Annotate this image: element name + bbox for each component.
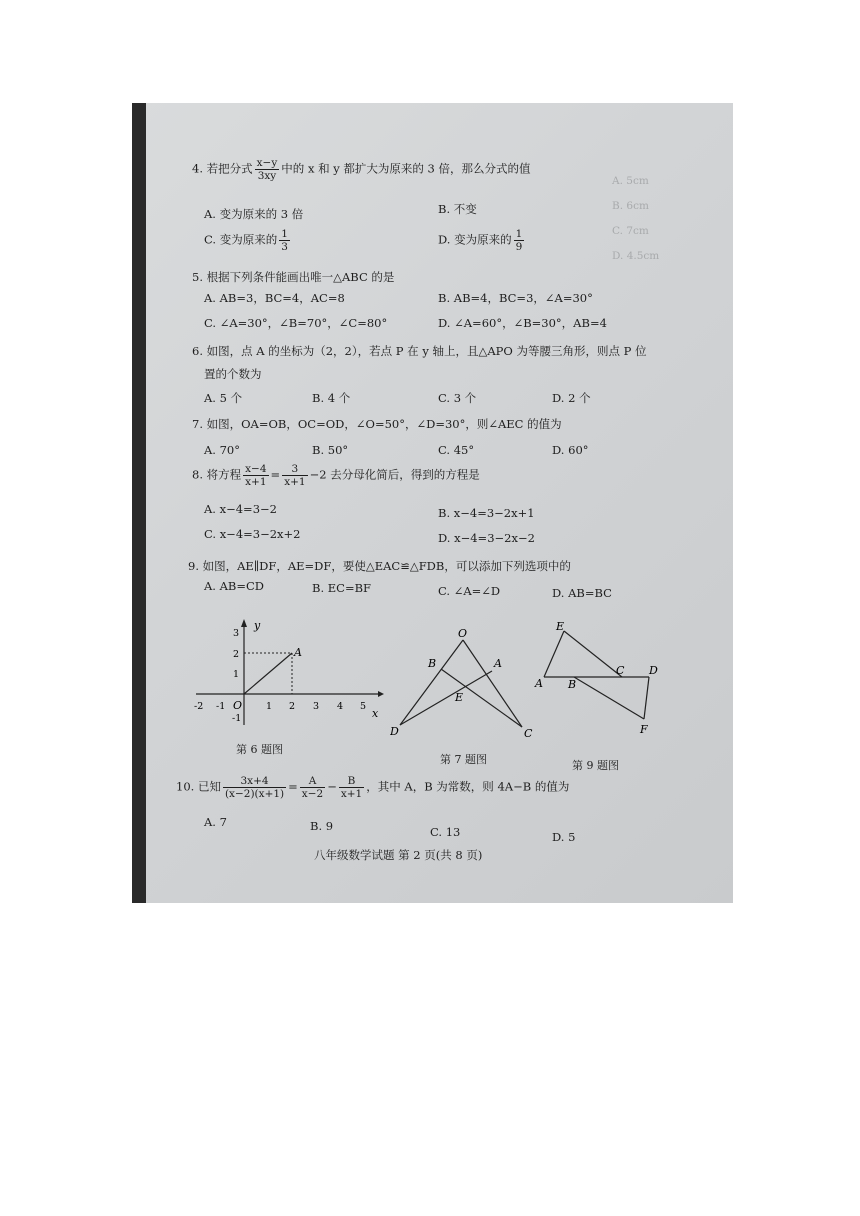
q8-prefix: 8. 将方程 — [192, 467, 242, 482]
figure-6-caption: 第 6 题图 — [236, 743, 283, 756]
q5-option-a: A. AB=3，BC=4，AC=8 — [204, 291, 345, 305]
label-d: D — [649, 664, 658, 677]
q10-f1-num: 3x+4 — [223, 775, 286, 788]
q7-option-b: B. 50° — [312, 443, 349, 457]
q6-option-d: D. 2 个 — [552, 391, 591, 405]
x-tick: -2 — [194, 701, 204, 712]
question-6-line-2: 置的个数为 — [204, 367, 262, 381]
question-6-line-1: 6. 如图，点 A 的坐标为（2，2），若点 P 在 y 轴上，且△APO 为等腰三角形，则点 P 位 — [192, 344, 647, 358]
question-10 — [176, 775, 569, 800]
x-tick: -1 — [216, 701, 226, 712]
q4-d-den: 9 — [515, 241, 523, 253]
q10-option-d: D. 5 — [552, 830, 576, 844]
q4-c-fraction — [279, 228, 290, 253]
bleed-text-2: B. 6cm — [612, 200, 649, 212]
label-b: B — [568, 678, 577, 691]
q4-frac-num: x−y — [256, 157, 278, 169]
q8-option-a: A. x−4=3−2 — [204, 502, 277, 516]
question-7: 7. 如图，OA=OB，OC=OD，∠O=50°，∠D=30°，则∠AEC 的值为 — [192, 417, 562, 431]
x-axis-label: x — [372, 707, 379, 720]
q7-option-a: A. 70° — [204, 443, 240, 457]
q4-prefix: 4. 若把分式 — [192, 161, 253, 176]
q10-equals: = — [288, 779, 298, 794]
q10-suffix: ，其中 A，B 为常数，则 4A−B 的值为 — [366, 779, 570, 794]
x-tick: 2 — [289, 701, 296, 712]
q9-option-b: B. EC=BF — [312, 581, 372, 595]
figure-6-coordinate-plane — [188, 613, 388, 733]
point-a-label: A — [294, 646, 302, 659]
q8-fraction-1 — [243, 463, 268, 488]
label-d: D — [390, 725, 399, 738]
q4-option-b: B. 不变 — [438, 202, 477, 216]
bleed-text-4: D. 4.5cm — [612, 250, 660, 262]
q8-option-d: D. x−4=3−2x−2 — [438, 531, 535, 545]
q10-f3-den: x+1 — [340, 788, 363, 800]
segment-bf — [574, 677, 644, 719]
q5-option-b: B. AB=4，BC=3，∠A=30° — [438, 291, 593, 305]
figure-9-triangles — [532, 619, 667, 739]
q10-minus: − — [327, 779, 337, 794]
y-tick: 3 — [233, 628, 240, 639]
label-c: C — [524, 727, 533, 740]
figure-9-caption: 第 9 题图 — [572, 759, 619, 772]
segment-df — [644, 677, 649, 719]
y-tick: -1 — [232, 713, 242, 724]
q4-option-a: A. 变为原来的 3 倍 — [204, 207, 304, 221]
label-f: F — [640, 723, 648, 736]
segment-od — [400, 640, 463, 725]
q10-fraction-2 — [300, 775, 325, 800]
q5-option-d: D. ∠A=60°，∠B=30°，AB=4 — [438, 316, 607, 330]
q4-c-prefix: C. 变为原来的 — [204, 232, 278, 247]
q9-option-d: D. AB=BC — [552, 586, 612, 600]
x-tick: 4 — [337, 701, 344, 712]
q10-f2-num: A — [300, 775, 325, 788]
x-tick: 3 — [313, 701, 320, 712]
q9-option-a: A. AB=CD — [204, 579, 265, 593]
q8-f1-num: x−4 — [245, 463, 267, 475]
question-4 — [192, 157, 531, 182]
q4-d-fraction — [514, 228, 525, 253]
q7-option-c: C. 45° — [438, 443, 475, 457]
label-a: A — [494, 657, 502, 670]
q7-option-d: D. 60° — [552, 443, 589, 457]
question-9: 9. 如图，AE∥DF，AE=DF，要使△EAC≌△FDB，可以添加下列选项中的 — [188, 559, 571, 573]
q4-d-num: 1 — [515, 228, 523, 240]
q4-c-num: 1 — [281, 228, 288, 240]
figure-7-caption: 第 7 题图 — [440, 753, 487, 766]
q4-suffix: 中的 x 和 y 都扩大为原来的 3 倍，那么分式的值 — [281, 161, 531, 176]
label-a: A — [535, 677, 543, 690]
q6-option-a: A. 5 个 — [204, 391, 243, 405]
q8-f2-num: 3 — [282, 463, 307, 476]
figure-7-triangles — [390, 625, 550, 745]
x-tick: 5 — [360, 701, 367, 712]
q10-option-b: B. 9 — [310, 819, 334, 833]
q5-option-c: C. ∠A=30°，∠B=70°，∠C=80° — [204, 316, 388, 330]
q8-f2-den: x+1 — [284, 476, 306, 488]
label-c: C — [616, 664, 625, 677]
q4-frac-den: 3xy — [257, 170, 277, 182]
q6-option-b: B. 4 个 — [312, 391, 351, 405]
q10-f2-den: x−2 — [301, 788, 324, 800]
q8-fraction-2 — [282, 463, 307, 488]
photo-left-edge — [132, 103, 146, 903]
segment-da — [400, 671, 492, 725]
y-tick: 2 — [233, 649, 240, 660]
q4-option-c — [204, 228, 292, 253]
y-axis-arrow — [241, 619, 247, 627]
y-axis-label: y — [254, 619, 261, 632]
segment-ea — [544, 631, 564, 677]
q10-fraction-3 — [339, 775, 364, 800]
q8-option-b: B. x−4=3−2x+1 — [438, 506, 535, 520]
bleed-text-3: C. 7cm — [612, 225, 649, 237]
q6-option-c: C. 3 个 — [438, 391, 477, 405]
q10-f1-den: (x−2)(x+1) — [224, 788, 285, 800]
bleed-text-1: A. 5cm — [612, 175, 649, 187]
q10-prefix: 10. 已知 — [176, 779, 221, 794]
label-e: E — [556, 620, 565, 633]
y-tick: 1 — [233, 669, 240, 680]
photographed-page — [132, 103, 733, 903]
q8-option-c: C. x−4=3−2x+2 — [204, 527, 301, 541]
label-b: B — [428, 657, 437, 670]
q4-c-den: 3 — [281, 241, 288, 253]
x-tick: 1 — [266, 701, 273, 712]
q10-option-c: C. 13 — [430, 825, 461, 839]
x-axis-arrow — [378, 691, 384, 697]
q4-fraction — [255, 157, 280, 182]
page-footer: 八年级数学试题 第 2 页(共 8 页) — [314, 848, 483, 862]
origin-label: O — [233, 699, 243, 712]
q8-suffix: −2 去分母化简后，得到的方程是 — [309, 467, 480, 482]
q4-option-d — [438, 228, 526, 253]
q10-option-a: A. 7 — [204, 815, 227, 829]
label-e: E — [455, 691, 464, 704]
q9-option-c: C. ∠A=∠D — [438, 584, 501, 598]
q10-fraction-1 — [223, 775, 286, 800]
q10-f3-num: B — [339, 775, 364, 788]
question-5: 5. 根据下列条件能画出唯一△ABC 的是 — [192, 270, 395, 284]
q8-f1-den: x+1 — [245, 476, 267, 488]
question-8 — [192, 463, 480, 488]
label-o: O — [458, 627, 468, 640]
q8-equals: = — [270, 467, 281, 482]
segment-ec — [564, 631, 622, 677]
segment-oa — [244, 653, 292, 694]
q4-d-prefix: D. 变为原来的 — [438, 232, 512, 247]
